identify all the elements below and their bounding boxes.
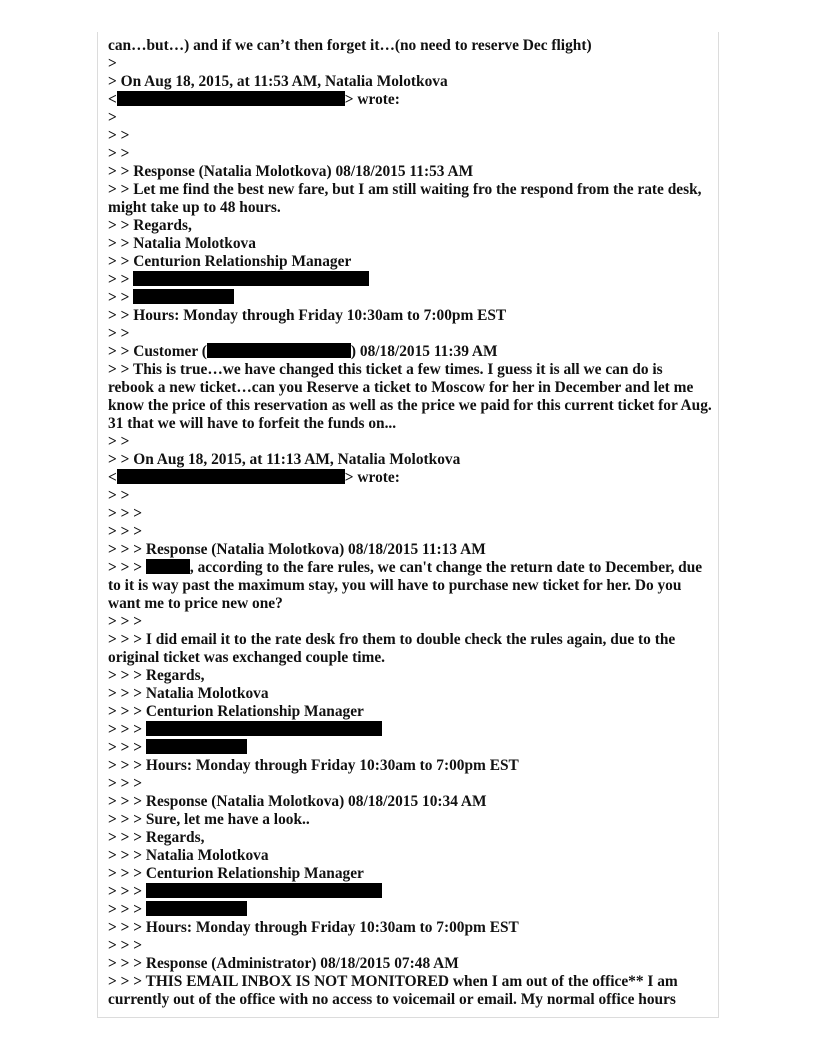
text-line: > > [108,487,130,504]
response-header: > > > Response (Administrator) 08/18/2015 07:48 AM [108,955,459,972]
message-paragraph: > > Let me find the best new fare, but I am still waiting fro the respond from the rate desk, might take up to 48 hours. [108,181,702,216]
redacted-line: > > > [108,721,712,739]
response-header: > > > Response (Natalia Molotkova) 08/18/2015 10:34 AM [108,793,487,810]
response-header: > > Response (Natalia Molotkova) 08/18/2015 11:53 AM [108,163,474,180]
email-address-line [108,469,712,487]
text-line: > > > [108,523,143,540]
redacted-block [133,271,369,286]
text-line: > > > Sure, let me have a look.. [108,811,310,828]
text-line: > > Hours: Monday through Friday 10:30am to 7:00pm EST [108,307,507,324]
redacted-line: > > [108,271,712,289]
response-header: > > > Response (Natalia Molotkova) 08/18/2015 11:13 AM [108,541,486,558]
email-thread-body [108,37,712,1009]
text-line: > > [108,127,130,144]
text-line: can…but…) and if we can’t then forget it…(no need to reserve Dec flight) [108,37,592,54]
redacted-line: > > > [108,739,712,757]
text-line: > > > [108,937,143,954]
bracket-open: < [108,469,117,486]
text-line: > > > [108,775,143,792]
bracket-open: < [108,91,117,108]
text-line: > > Regards, [108,217,192,234]
text-line: > > > [108,613,143,630]
text-line: > > > Regards, [108,829,205,846]
redacted-block [146,721,382,736]
redacted-line: > > [108,289,712,307]
text-line: > > Centurion Relationship Manager [108,253,352,270]
redacted-block [146,739,247,754]
text-line: > > > Natalia Molotkova [108,685,269,702]
redacted-block [133,289,234,304]
email-address-line [108,91,712,109]
quote-header: > > On Aug 18, 2015, at 11:13 AM, Natalia Molotkova [108,451,461,468]
text-line: > [108,109,117,126]
message-paragraph: > > > THIS EMAIL INBOX IS NOT MONITORED when I am out of the office** I am currently out of the office with no access to voicemail or email. My normal office hours [108,973,678,1008]
redacted-line: > > > [108,901,712,919]
text-line: > > > Centurion Relationship Manager [108,703,364,720]
message-paragraph: > > > , according to the fare rules, we can't change the return date to December, due to it is way past the maximum stay, you will have to purchase new ticket for her. Do you want me to price new one? [108,559,703,612]
text-line: > > > [108,505,143,522]
redacted-email-block [117,91,345,106]
message-paragraph: > > This is true…we have changed this ticket a few times. I guess it is all we can do is rebook a new ticket…can you Reserve a ticket to Moscow for her in December and let me know the price of this reservation as well as the price we paid for this current ticket for Aug. 31 that we will have to forfeit the funds on... [108,361,712,432]
text-line: > > > Natalia Molotkova [108,847,269,864]
text-line: > > [108,145,130,162]
redacted-email-block [117,469,345,484]
text-line: > > > Regards, [108,667,205,684]
message-paragraph: > > > I did email it to the rate desk fro them to double check the rules again, due to the original ticket was exchanged couple time. [108,631,676,666]
wrote-label: > wrote: [344,91,400,108]
redacted-block [146,559,190,574]
text-line: > > > Hours: Monday through Friday 10:30am to 7:00pm EST [108,757,519,774]
customer-header: > > Customer ( ) 08/18/2015 11:39 AM [108,343,498,360]
text-line: > > > Centurion Relationship Manager [108,865,364,882]
wrote-label: > wrote: [344,469,400,486]
text-line: > > > Hours: Monday through Friday 10:30am to 7:00pm EST [108,919,519,936]
text-line: > > [108,325,130,342]
text-line: > > Natalia Molotkova [108,235,256,252]
redacted-block [207,343,351,358]
redacted-line: > > > [108,883,712,901]
quote-header: > On Aug 18, 2015, at 11:53 AM, Natalia Molotkova [108,73,448,90]
redacted-block [146,901,247,916]
text-line: > > [108,433,130,450]
text-line: > [108,55,117,72]
redacted-block [146,883,382,898]
